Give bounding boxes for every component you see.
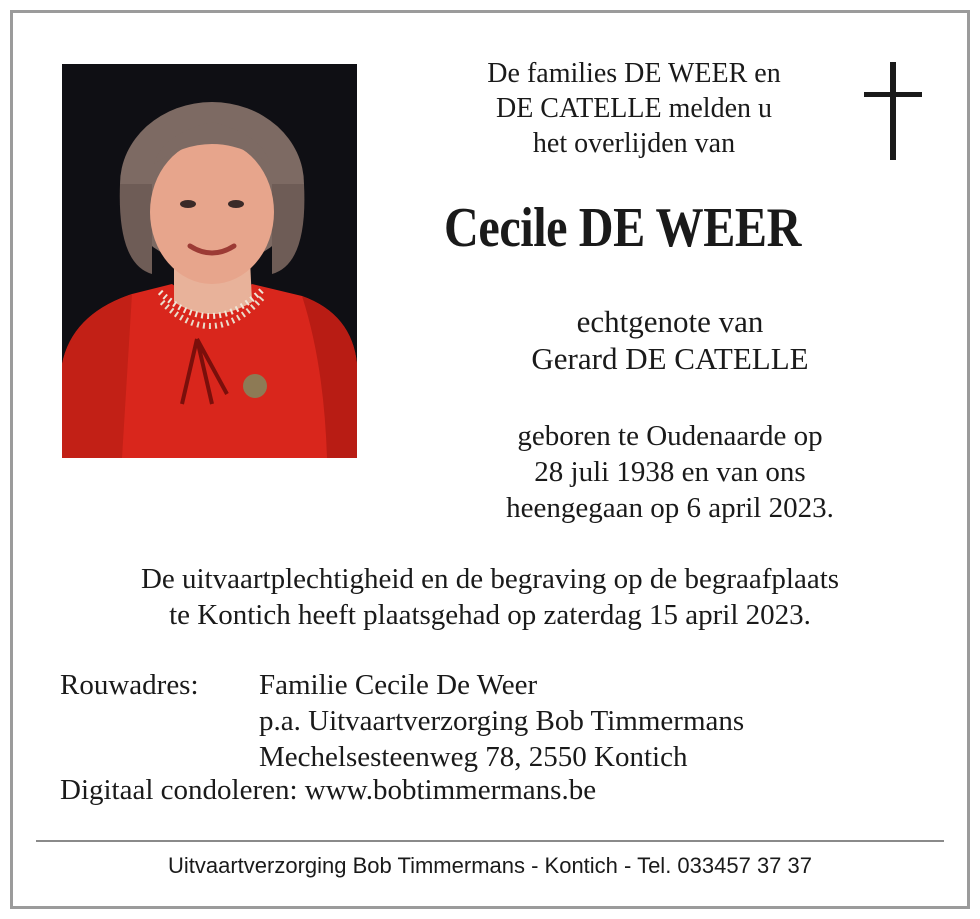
portrait-image: [62, 64, 357, 458]
deceased-name: Cecile DE WEER: [444, 197, 801, 259]
portrait-photo: [62, 64, 357, 458]
birth-line: 28 juli 1938 en van ons: [534, 456, 806, 488]
divider: [36, 840, 944, 842]
condolence-link[interactable]: Digitaal condoleren: www.bobtimmermans.be: [60, 774, 597, 806]
spouse-line: Gerard DE CATELLE: [531, 341, 809, 376]
birth-death-info: [440, 418, 900, 526]
intro-line: het overlijden van: [532, 128, 736, 159]
address-line: Familie Cecile De Weer: [259, 669, 538, 701]
funeral-line: te Kontich heeft plaatsgehad op zaterdag 15 april 2023.: [169, 599, 811, 631]
address-lines: [259, 667, 744, 775]
address-line: Mechelsesteenweg 78, 2550 Kontich: [259, 741, 688, 773]
address-label: Rouwadres:: [60, 669, 199, 701]
spouse-line: echtgenote van: [576, 304, 764, 339]
birth-line: geboren te Oudenaarde op: [517, 420, 823, 452]
birth-line: heengegaan op 6 april 2023.: [506, 492, 834, 524]
announcement-intro: [420, 56, 848, 161]
footer-text: Uitvaartverzorging Bob Timmermans - Kontich - Tel. 033457 37 37: [167, 853, 812, 878]
cross-icon: [864, 62, 922, 160]
address-line: p.a. Uitvaartverzorging Bob Timmermans: [259, 705, 745, 737]
spouse-info: [440, 303, 900, 377]
funeral-line: De uitvaartplechtigheid en de begraving op de begraafplaats: [140, 563, 840, 595]
intro-line: De families DE WEER en: [487, 58, 781, 89]
funeral-info: [40, 561, 940, 633]
intro-line: DE CATELLE melden u: [495, 93, 773, 124]
